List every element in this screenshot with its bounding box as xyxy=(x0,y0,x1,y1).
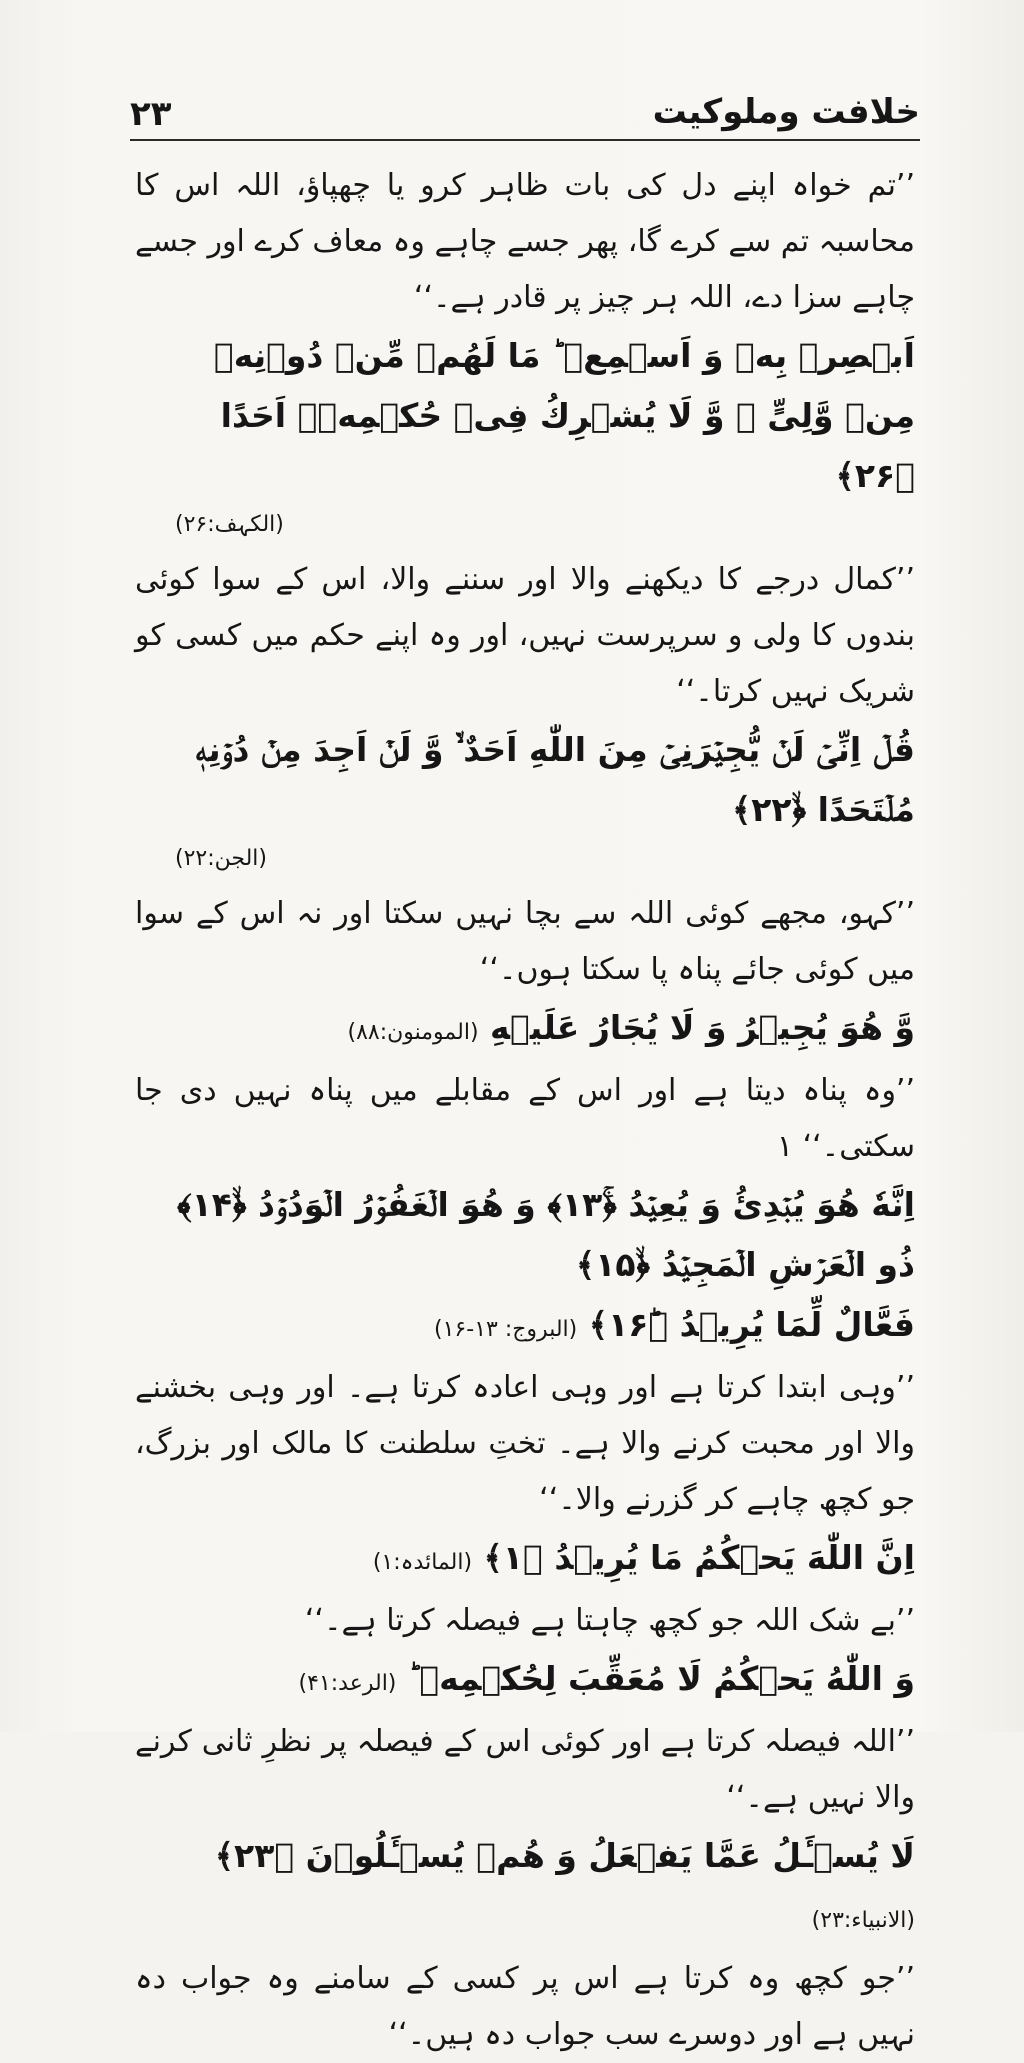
quran-verse: فَعَّالٌ لِّمَا یُرِیۡدُ ﴿ؕ۱۶﴾ xyxy=(588,1305,915,1344)
header-rule xyxy=(130,139,920,141)
page-body xyxy=(135,158,915,2063)
quran-verse: اَبۡصِرۡ بِهٖ وَ اَسۡمِعۡ ؕ مَا لَهُمۡ مِّنۡ دُوۡنِهٖ مِنۡ وَّلِیٍّ ۫ وَّ لَا یُشۡرِكُ فِیۡ حُكۡمِهٖۤ اَحَدًا ﴿۲۶﴾ xyxy=(213,336,915,495)
verse-reference: (الرعد:۴۱) xyxy=(298,1671,397,1696)
quran-verse-with-reference xyxy=(135,1649,915,1714)
quran-verse: وَّ هُوَ یُجِیۡرُ وَ لَا یُجَارُ عَلَیۡهِ xyxy=(490,1008,915,1047)
quran-verse: قُلۡ اِنِّیۡ لَنۡ یُّجِیۡرَنِیۡ مِنَ اللّٰهِ اَحَدٌ ۙ۬ وَّ لَنۡ اَجِدَ مِنۡ دُوۡنِهٖ مُلۡتَحَدًا ﴿ۙ۲۲﴾ xyxy=(194,730,915,829)
quran-verse: لَا یُسۡـَٔلُ عَمَّا یَفۡعَلُ وَ هُمۡ یُسۡـَٔلُوۡنَ ﴿۲۳﴾ xyxy=(214,1836,915,1875)
verse-reference: (الجن:۲۲) xyxy=(175,846,267,871)
quran-verse: اِنَّهٗ هُوَ یُبۡدِئُ وَ یُعِیۡدُ ﴿ۚ۱۳﴾ وَ هُوَ الۡغَفُوۡرُ الۡوَدُوۡدُ ﴿ۙ۱۴﴾ ذُو الۡعَرۡشِ الۡمَجِیۡدُ ﴿ۙ۱۵﴾ xyxy=(177,1185,915,1284)
urdu-translation: ’’تم خواہ اپنے دل کی بات ظاہر کرو یا چھپاؤ، اللہ اس کا محاسبہ تم سے کرے گا، پھر جسے چاہے وہ معاف کرے اور جسے چاہے سزا دے، اللہ ہر چیز پر قادر ہے۔‘‘ xyxy=(135,168,915,315)
urdu-translation: ’’کہو، مجھے کوئی اللہ سے بچا نہیں سکتا اور نہ اس کے سوا میں کوئی جائے پناہ پا سکتا ہوں۔‘‘ xyxy=(135,896,915,987)
page-number: ۲۳ xyxy=(130,94,172,134)
quran-verse-with-reference xyxy=(135,1295,915,1360)
urdu-translation: ’’وہی ابتدا کرتا ہے اور وہی اعادہ کرتا ہے۔ اور وہی بخشنے والا اور محبت کرنے والا ہے۔ تختِ سلطنت کا مالک اور بزرگ، جو کچھ چاہے کر گزرنے والا۔‘‘ xyxy=(135,1370,915,1517)
quran-verse: وَ اللّٰهُ یَحۡكُمُ لَا مُعَقِّبَ لِحُكۡمِهٖ ؕ xyxy=(407,1659,915,1698)
quran-verse-with-reference xyxy=(135,1528,915,1593)
urdu-translation: ’’اللہ فیصلہ کرتا ہے اور کوئی اس کے فیصلہ پر نظرِ ثانی کرنے والا نہیں ہے۔‘‘ xyxy=(135,1724,915,1815)
urdu-translation: ’’کمال درجے کا دیکھنے والا اور سننے والا، اس کے سوا کوئی بندوں کا ولی و سرپرست نہیں، اور وہ اپنے حکم میں کسی کو شریک نہیں کرتا۔‘‘ xyxy=(135,562,915,709)
quran-verse: اِنَّ اللّٰهَ یَحۡكُمُ مَا یُرِیۡدُ ﴿۱﴾ xyxy=(483,1538,915,1577)
running-title: خلافت وملوکیت xyxy=(652,92,920,132)
quran-verse-with-reference xyxy=(135,1826,915,1951)
verse-reference: (البروج: ۱۳-۱۶) xyxy=(434,1317,578,1342)
verse-reference: (المومنون:۸۸) xyxy=(347,1020,479,1045)
verse-reference: (المائدہ:۱) xyxy=(372,1550,473,1575)
verse-reference: (الکہف:۲۶) xyxy=(175,512,284,537)
urdu-translation: ’’وہ پناہ دیتا ہے اور اس کے مقابلے میں پناہ نہیں دی جا سکتی۔‘‘ ۱ xyxy=(135,1073,915,1164)
urdu-translation: ’’جو کچھ وہ کرتا ہے اس پر کسی کے سامنے وہ جواب دہ نہیں ہے اور دوسرے سب جواب دہ ہیں۔‘‘ xyxy=(135,1961,915,2052)
quran-verse-with-reference xyxy=(135,998,915,1063)
urdu-translation: ’’بے شک اللہ جو کچھ چاہتا ہے فیصلہ کرتا ہے۔‘‘ xyxy=(304,1603,915,1638)
verse-reference: (الانبیاء:۲۳) xyxy=(811,1908,915,1933)
page-header xyxy=(130,88,920,138)
